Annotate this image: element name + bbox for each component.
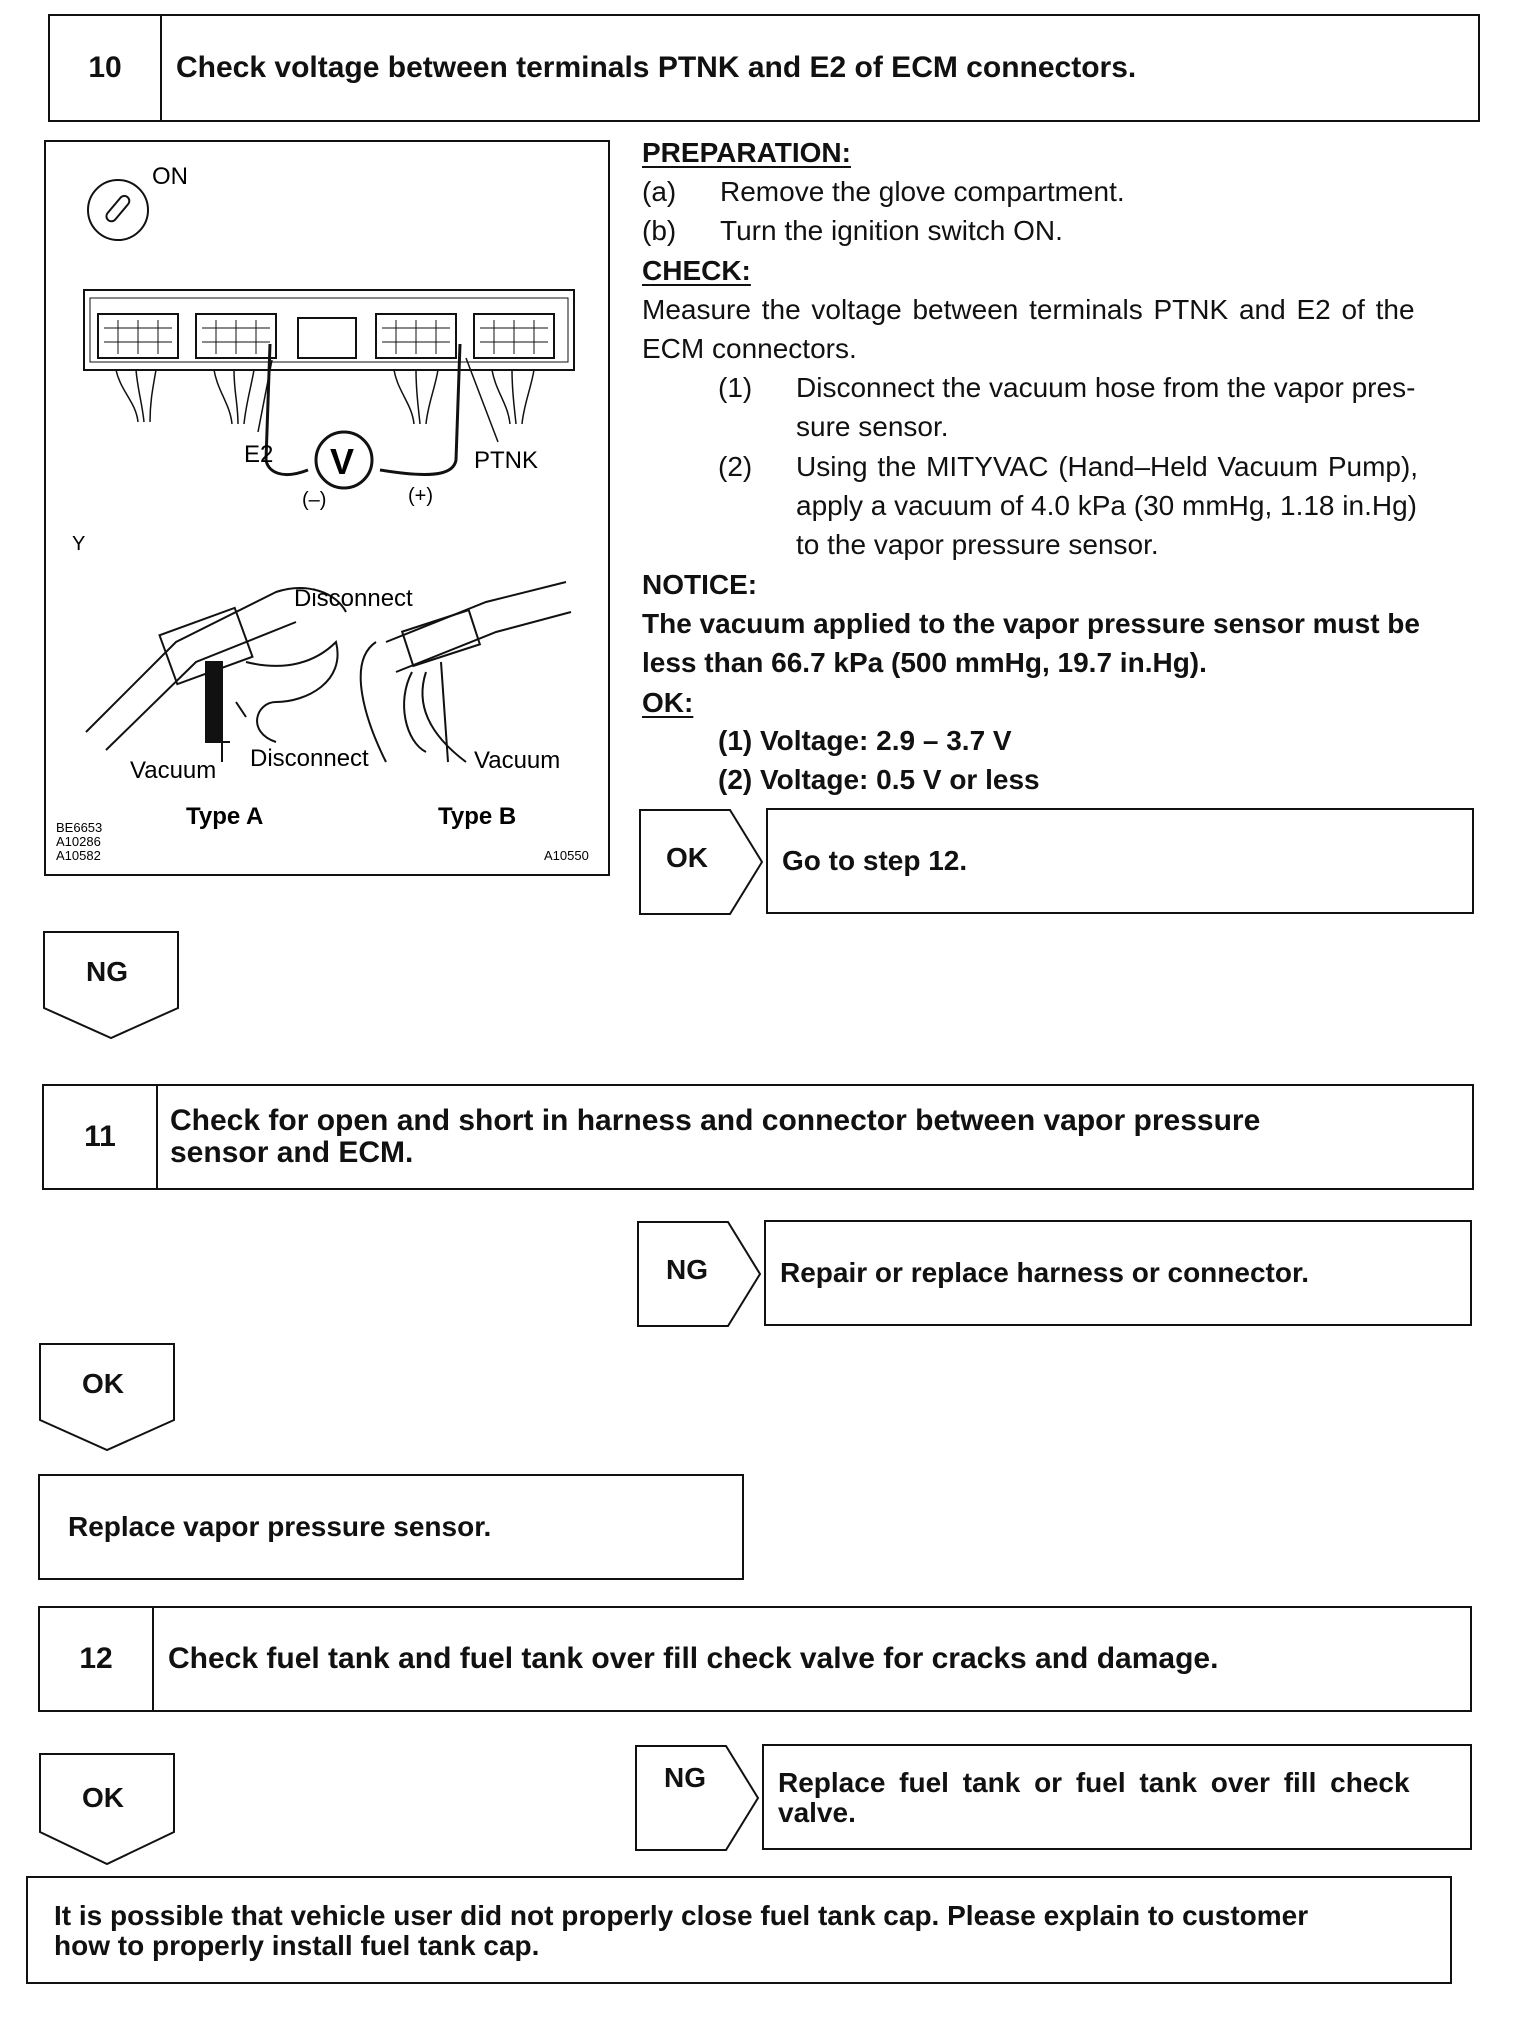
- step-12-number: 12: [40, 1608, 154, 1710]
- result-12-ng-arrow: [634, 1744, 764, 1854]
- type-b-label: Type B: [438, 803, 517, 830]
- step-10-number: 10: [50, 16, 162, 120]
- ignition-switch-icon: [88, 180, 148, 240]
- prep-item-b-mark: (b): [642, 215, 677, 246]
- disconnect-top-label: Disconnect: [294, 585, 413, 612]
- flow-11-ok-label: OK: [82, 1368, 124, 1399]
- ignition-on-label: ON: [152, 163, 188, 190]
- result-11-ng-text: Repair or replace harness or connector.: [780, 1257, 1310, 1288]
- prep-item-b-text: Turn the ignition switch ON.: [720, 215, 1063, 246]
- ok-spec-heading: OK:: [642, 687, 694, 718]
- result-12-ng-line2: valve.: [778, 1797, 856, 1828]
- step-11-title-line2: sensor and ECM.: [170, 1136, 414, 1169]
- result-12-ng-box: [762, 1744, 1472, 1850]
- prep-item-a-text: Remove the glove compartment.: [720, 176, 1125, 207]
- vacuum-b-label: Vacuum: [474, 747, 561, 774]
- step-10-title: Check voltage between terminals PTNK and E2 of ECM connectors.: [176, 51, 1137, 84]
- ecm-unit-icon: [84, 290, 574, 424]
- voltmeter-icon: [266, 344, 460, 488]
- type-a-label: Type A: [186, 803, 264, 830]
- y-marker-label: Y: [72, 533, 86, 555]
- flow-10-ng-label: NG: [86, 956, 128, 987]
- terminal-e2-label: E2: [244, 441, 274, 468]
- prep-item-a-mark: (a): [642, 176, 677, 207]
- ref-code-1: BE6653: [56, 820, 103, 835]
- step-11-header: [42, 1084, 1474, 1190]
- ref-code-right: A10550: [544, 848, 589, 863]
- check-intro-line1: Measure the voltage between terminals PTNK and E2 of the: [642, 294, 1415, 325]
- terminal-ptnk-label: PTNK: [474, 447, 539, 474]
- result-10-ok-tag: OK: [666, 842, 708, 873]
- plus-probe-label: (+): [408, 485, 433, 507]
- step-11-title-line1: Check for open and short in harness and connector between vapor pressure: [170, 1104, 1261, 1137]
- ecm-connector-diagram: [46, 142, 608, 874]
- ref-code-3: A10582: [56, 848, 101, 863]
- step-12-title: Check fuel tank and fuel tank over fill check valve for cracks and damage.: [168, 1642, 1219, 1675]
- minus-probe-label: (–): [302, 489, 327, 511]
- notice-heading: NOTICE:: [642, 569, 758, 600]
- replace-sensor-box: [38, 1474, 744, 1580]
- result-10-ok-text: Go to step 12.: [782, 845, 968, 876]
- check-item-1-line1: Disconnect the vacuum hose from the vapor pres-: [796, 372, 1416, 403]
- disconnect-bottom-label: Disconnect: [250, 745, 369, 772]
- voltmeter-v-label: V: [330, 441, 355, 482]
- vacuum-a-label: Vacuum: [130, 757, 217, 784]
- step-11-number: 11: [44, 1086, 158, 1188]
- check-intro-line2: ECM connectors.: [642, 333, 857, 364]
- result-11-ng-tag: NG: [666, 1254, 708, 1285]
- result-12-ng-line1: Replace fuel tank or fuel tank over fill check: [778, 1767, 1410, 1798]
- check-item-1-mark: (1): [718, 372, 753, 403]
- ok-spec-item-2: (2) Voltage: 0.5 V or less: [718, 764, 1040, 795]
- notice-line1: The vacuum applied to the vapor pressure sensor must be: [642, 608, 1420, 639]
- result-10-ok-box: [766, 808, 1474, 914]
- result-11-ng-box: [764, 1220, 1472, 1326]
- final-note-line2: how to properly install fuel tank cap.: [54, 1930, 540, 1961]
- replace-sensor-text: Replace vapor pressure sensor.: [68, 1511, 492, 1542]
- ok-spec-item-1: (1) Voltage: 2.9 – 3.7 V: [718, 725, 1012, 756]
- notice-line2: less than 66.7 kPa (500 mmHg, 19.7 in.Hg).: [642, 647, 1207, 678]
- flow-12-ok-label: OK: [82, 1782, 124, 1813]
- type-a-sensor-icon: [86, 588, 346, 762]
- step-10-header: [48, 14, 1480, 122]
- check-item-2-line1: Using the MITYVAC (Hand–Held Vacuum Pump),: [796, 451, 1419, 482]
- check-item-2-line2: apply a vacuum of 4.0 kPa (30 mmHg, 1.18 in.Hg): [796, 490, 1417, 521]
- result-12-ng-tag: NG: [664, 1762, 706, 1793]
- check-item-2-line3: to the vapor pressure sensor.: [796, 529, 1159, 560]
- final-note-box: [26, 1876, 1452, 1984]
- figure-panel: [44, 140, 610, 876]
- final-note-line1: It is possible that vehicle user did not properly close fuel tank cap. Please explain to customer: [54, 1900, 1309, 1931]
- check-item-1-line2: sure sensor.: [796, 411, 949, 442]
- preparation-heading: PREPARATION:: [642, 137, 851, 168]
- check-item-2-mark: (2): [718, 451, 753, 482]
- step-12-header: [38, 1606, 1472, 1712]
- ref-code-2: A10286: [56, 834, 101, 849]
- check-heading: CHECK:: [642, 255, 751, 286]
